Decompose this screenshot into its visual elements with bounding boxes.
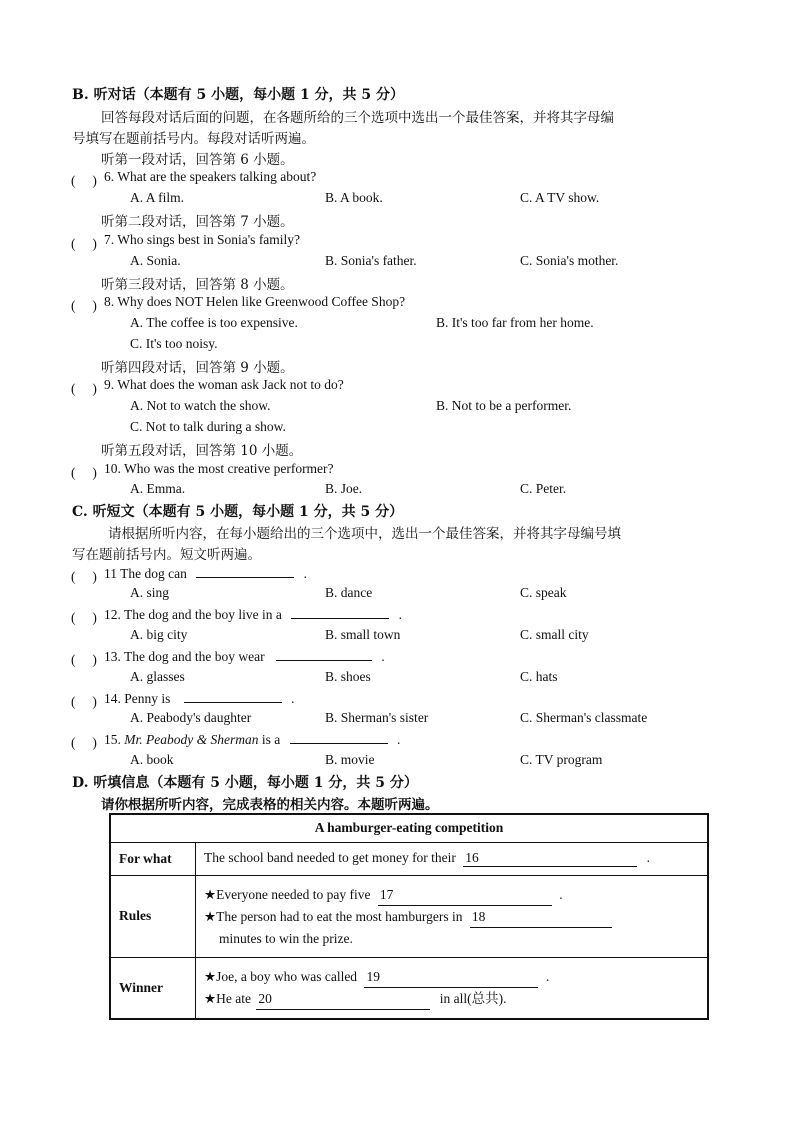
- fill-blank[interactable]: [184, 690, 282, 703]
- option-c: C. small city: [520, 627, 589, 642]
- blank-number: 19: [366, 968, 380, 984]
- question-text: [104, 565, 307, 582]
- question-text: 10. Who was the most creative performer?: [104, 461, 334, 476]
- rule-1-text: ★Everyone needed to pay five: [204, 886, 371, 902]
- question-text: [104, 648, 385, 665]
- option-a: A. The coffee is too expensive.: [130, 315, 298, 330]
- option-c: C. speak: [520, 585, 567, 600]
- question-end: .: [303, 566, 307, 581]
- winner-2-text: ★He ate: [204, 990, 251, 1006]
- answer-bracket[interactable]: ( ): [71, 236, 97, 251]
- option-b: B. small town: [325, 627, 401, 642]
- fill-blank[interactable]: [196, 565, 294, 578]
- option-a: A. book: [130, 752, 174, 767]
- for-what-cell: The school band needed to get money for their 16 .: [196, 842, 709, 875]
- program-title: Mr. Peabody & Sherman: [124, 732, 259, 747]
- answer-bracket[interactable]: ( ): [71, 652, 97, 667]
- row-label-for-what: For what: [110, 842, 196, 875]
- option-a: A. Sonia.: [130, 253, 181, 268]
- question-text: 9. What does the woman ask Jack not to do?: [104, 377, 344, 392]
- section-d-instruction: 请你根据所听内容，完成表格的相关内容。本题听两遍。: [101, 797, 439, 813]
- option-b: B. Sherman's sister: [325, 710, 429, 725]
- blank-number: 18: [471, 908, 486, 924]
- question-stem: 14. Penny is: [104, 691, 171, 706]
- dialogue-intro: 听第一段对话，回答第 6 小题。: [101, 152, 294, 168]
- answer-bracket[interactable]: ( ): [71, 735, 97, 750]
- option-c: C. It's too noisy.: [130, 336, 218, 351]
- option-a: A. glasses: [130, 669, 185, 684]
- section-c-instruction: 请根据所听内容，在每小题给出的三个选项中，选出一个最佳答案，并将其字母编号填: [108, 526, 621, 542]
- option-b: B. movie: [325, 752, 375, 767]
- blank-number: 17: [379, 886, 394, 902]
- answer-bracket[interactable]: ( ): [71, 610, 97, 625]
- question-stem: 12. The dog and the boy live in a: [104, 607, 282, 622]
- section-c-instruction-cont: 写在题前括号内。短文听两遍。: [72, 547, 261, 563]
- option-c: C. Sherman's classmate: [520, 710, 648, 725]
- rule-2-continuation: minutes to win the prize.: [219, 930, 353, 946]
- answer-blank-20[interactable]: [256, 988, 430, 1010]
- winner-cell: ★Joe, a boy who was called 19 . ★He ate 20 in all(总共).: [196, 957, 709, 1019]
- info-table: [109, 813, 709, 1020]
- question-end: .: [396, 732, 401, 747]
- table-heading: A hamburger-eating competition: [110, 814, 708, 842]
- question-text: 8. Why does NOT Helen like Greenwood Coffee Shop?: [104, 294, 406, 309]
- question-stem: is a: [261, 732, 281, 747]
- option-c: C. A TV show.: [520, 190, 600, 205]
- answer-bracket[interactable]: ( ): [71, 298, 97, 313]
- section-b-instruction: 回答每段对话后面的问题，在各题所给的三个选项中选出一个最佳答案，并将其字母编: [101, 110, 614, 126]
- answer-bracket[interactable]: ( ): [71, 694, 97, 709]
- fill-blank[interactable]: [290, 731, 388, 744]
- dialogue-intro: 听第五段对话，回答第 10 小题。: [101, 443, 303, 459]
- row-label-winner: Winner: [110, 957, 196, 1019]
- question-text: [104, 731, 400, 748]
- winner-2-end: in all(总共).: [439, 990, 507, 1006]
- question-end: .: [398, 607, 402, 622]
- question-number: 15.: [104, 732, 121, 747]
- option-b: B. Joe.: [325, 481, 363, 496]
- section-b-title: B. 听对话（本题有 5 小题，每小题 1 分，共 5 分）: [72, 87, 405, 103]
- row-label-rules: Rules: [110, 875, 196, 957]
- section-d-title: D. 听填信息（本题有 5 小题，每小题 1 分，共 5 分）: [72, 775, 418, 791]
- for-what-text: The school band needed to get money for their: [204, 850, 456, 865]
- question-text: 7. Who sings best in Sonia's family?: [104, 232, 301, 247]
- option-b: B. A book.: [325, 190, 383, 205]
- option-b: B. dance: [325, 585, 373, 600]
- option-c: C. TV program: [520, 752, 603, 767]
- question-stem: 11 The dog can: [104, 566, 187, 581]
- fill-blank[interactable]: [276, 648, 372, 661]
- option-c: C. Peter.: [520, 481, 567, 496]
- option-a: A. Emma.: [130, 481, 186, 496]
- option-b: B. Sonia's father.: [325, 253, 417, 268]
- rule-2-text: ★The person had to eat the most hamburgers in: [204, 908, 463, 924]
- dialogue-intro: 听第三段对话，回答第 8 小题。: [101, 277, 294, 293]
- question-text: 6. What are the speakers talking about?: [104, 169, 317, 184]
- answer-bracket[interactable]: ( ): [71, 465, 97, 480]
- option-a: A. A film.: [130, 190, 185, 205]
- dialogue-intro: 听第二段对话，回答第 7 小题。: [101, 214, 294, 230]
- question-text: [104, 606, 402, 623]
- option-b: B. shoes: [325, 669, 371, 684]
- option-a: A. Peabody's daughter: [130, 710, 252, 725]
- answer-blank-18[interactable]: [470, 906, 612, 928]
- section-c-title: C. 听短文（本题有 5 小题，每小题 1 分，共 5 分）: [72, 504, 404, 520]
- blank-number: 16: [465, 850, 479, 865]
- option-b: B. It's too far from her home.: [436, 315, 594, 330]
- dialogue-intro: 听第四段对话，回答第 9 小题。: [101, 360, 294, 376]
- question-end: .: [291, 691, 295, 706]
- answer-bracket[interactable]: ( ): [71, 173, 97, 188]
- question-text: [104, 690, 295, 707]
- answer-bracket[interactable]: ( ): [71, 569, 97, 584]
- option-c: C. Not to talk during a show.: [130, 419, 286, 434]
- fill-blank[interactable]: [291, 606, 389, 619]
- answer-blank-16[interactable]: [463, 850, 637, 867]
- question-stem: 13. The dog and the boy wear: [104, 649, 265, 664]
- question-end: .: [381, 649, 385, 664]
- option-c: C. hats: [520, 669, 558, 684]
- winner-1-text: ★Joe, a boy who was called: [204, 968, 358, 984]
- answer-blank-19[interactable]: [364, 966, 538, 988]
- rules-cell: ★Everyone needed to pay five 17 . ★The person had to eat the most hamburgers in 18 minutes to win the prize.: [196, 875, 709, 957]
- option-a: A. big city: [130, 627, 188, 642]
- option-c: C. Sonia's mother.: [520, 253, 619, 268]
- option-b: B. Not to be a performer.: [436, 398, 572, 413]
- answer-bracket[interactable]: ( ): [71, 381, 97, 396]
- answer-blank-17[interactable]: [378, 884, 552, 906]
- section-b-instruction-cont: 号填写在题前括号内。每段对话听两遍。: [72, 131, 315, 147]
- option-a: A. sing: [130, 585, 170, 600]
- option-a: A. Not to watch the show.: [130, 398, 271, 413]
- blank-number: 20: [258, 990, 272, 1006]
